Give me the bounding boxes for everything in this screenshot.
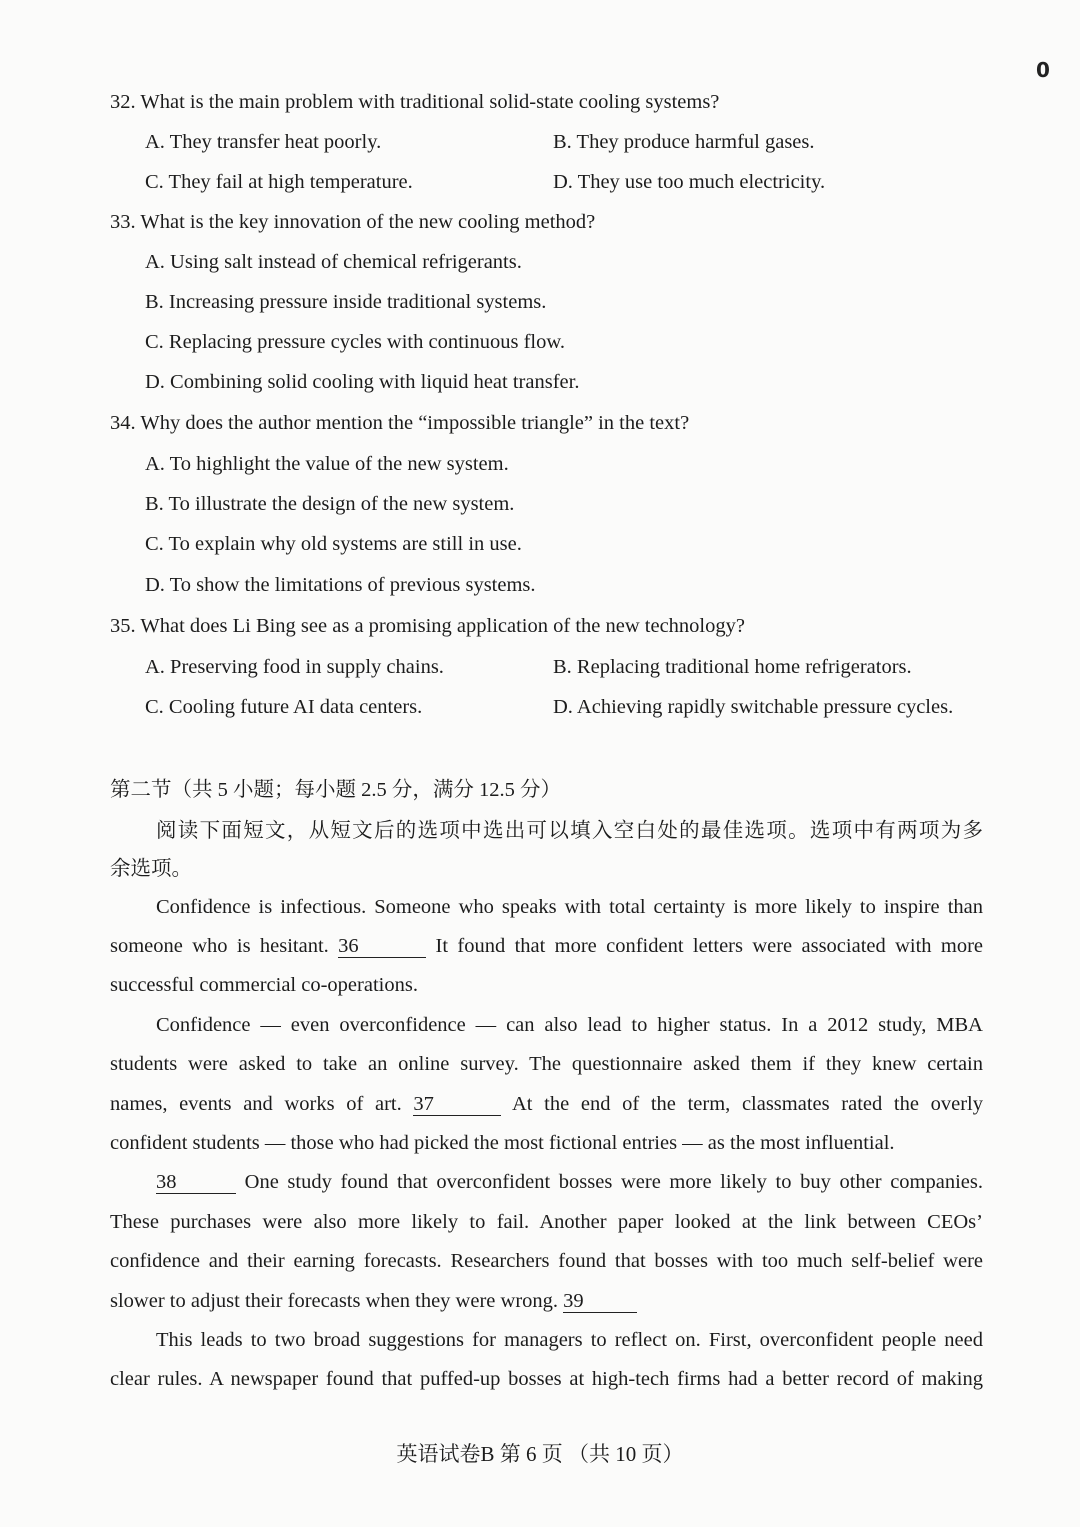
- passage-text: someone who is hesitant.: [110, 935, 329, 957]
- question-33-stem: 33. What is the key innovation of the new cooling method?: [110, 211, 596, 233]
- question-32-stem: 32. What is the main problem with traditional solid-state cooling systems?: [110, 91, 720, 113]
- passage-p4-line-2: clear rules. A newspaper found that puffed-up bosses at high-tech firms had a better record of making: [110, 1368, 983, 1390]
- question-34-option-d: D. To show the limitations of previous systems.: [145, 574, 536, 596]
- passage-p1-line-3: successful commercial co-operations.: [110, 974, 418, 996]
- question-32-option-d: D. They use too much electricity.: [553, 171, 826, 193]
- blank-38: 38: [156, 1171, 236, 1194]
- question-35-option-d: D. Achieving rapidly switchable pressure cycles.: [553, 696, 954, 718]
- section-instruction-line-2: 余选项。: [110, 858, 192, 880]
- question-34-option-a: A. To highlight the value of the new system.: [145, 453, 509, 475]
- passage-p3-line-1: [110, 1168, 983, 1196]
- corner-mark: 0: [1036, 58, 1050, 82]
- blank-37: 37: [413, 1093, 501, 1116]
- question-33-option-d: D. Combining solid cooling with liquid heat transfer.: [145, 371, 580, 393]
- passage-text: One study found that overconfident bosses were more likely to buy other companies.: [244, 1171, 984, 1193]
- blank-36: 36: [338, 935, 426, 958]
- question-35-option-b: B. Replacing traditional home refrigerators.: [553, 656, 912, 678]
- passage-p3-line-4: [110, 1287, 983, 1315]
- passage-p2-line-1: Confidence — even overconfidence — can also lead to higher status. In a 2012 study, MBA: [156, 1014, 983, 1036]
- passage-p4-line-1: This leads to two broad suggestions for managers to reflect on. First, overconfident people need: [156, 1329, 983, 1351]
- question-33-option-b: B. Increasing pressure inside traditional systems.: [145, 291, 547, 313]
- question-33-option-c: C. Replacing pressure cycles with continuous flow.: [145, 331, 565, 353]
- passage-p1-line-2: [110, 932, 983, 960]
- question-34-option-c: C. To explain why old systems are still in use.: [145, 533, 522, 555]
- question-35-stem: 35. What does Li Bing see as a promising application of the new technology?: [110, 615, 745, 637]
- page-footer: 英语试卷B 第 6 页 （共 10 页）: [396, 1442, 684, 1466]
- question-35-option-a: A. Preserving food in supply chains.: [145, 656, 444, 678]
- passage-p2-line-3: [110, 1090, 983, 1118]
- passage-text: At the end of the term, classmates rated the overly: [511, 1093, 983, 1115]
- passage-p1-line-1: Confidence is infectious. Someone who speaks with total certainty is more likely to inspire than: [156, 896, 983, 918]
- question-34-stem: 34. Why does the author mention the “impossible triangle” in the text?: [110, 412, 690, 434]
- question-32-option-b: B. They produce harmful gases.: [553, 131, 815, 153]
- blank-39: 39: [563, 1290, 637, 1313]
- section-heading: 第二节（共 5 小题；每小题 2.5 分，满分 12.5 分）: [110, 779, 561, 801]
- passage-p3-line-2: These purchases were also more likely to fail. Another paper looked at the link between CEOs’: [110, 1211, 983, 1233]
- question-33-option-a: A. Using salt instead of chemical refrigerants.: [145, 251, 522, 273]
- passage-p2-line-2: students were asked to take an online survey. The questionnaire asked them if they knew certain: [110, 1053, 983, 1075]
- section-instruction-line-1: 阅读下面短文，从短文后的选项中选出可以填入空白处的最佳选项。选项中有两项为多: [156, 820, 983, 842]
- passage-text: It found that more confident letters were associated with more: [435, 935, 984, 957]
- passage-text: slower to adjust their forecasts when they were wrong.: [110, 1290, 559, 1312]
- question-34-option-b: B. To illustrate the design of the new system.: [145, 493, 515, 515]
- question-32-option-a: A. They transfer heat poorly.: [145, 131, 382, 153]
- passage-text: names, events and works of art.: [110, 1093, 402, 1115]
- passage-p2-line-4: confident students — those who had picked the most fictional entries — as the most influential.: [110, 1132, 895, 1154]
- passage-p3-line-3: confidence and their earning forecasts. Researchers found that bosses with too much self-belief were: [110, 1250, 983, 1272]
- question-32-option-c: C. They fail at high temperature.: [145, 171, 413, 193]
- question-35-option-c: C. Cooling future AI data centers.: [145, 696, 423, 718]
